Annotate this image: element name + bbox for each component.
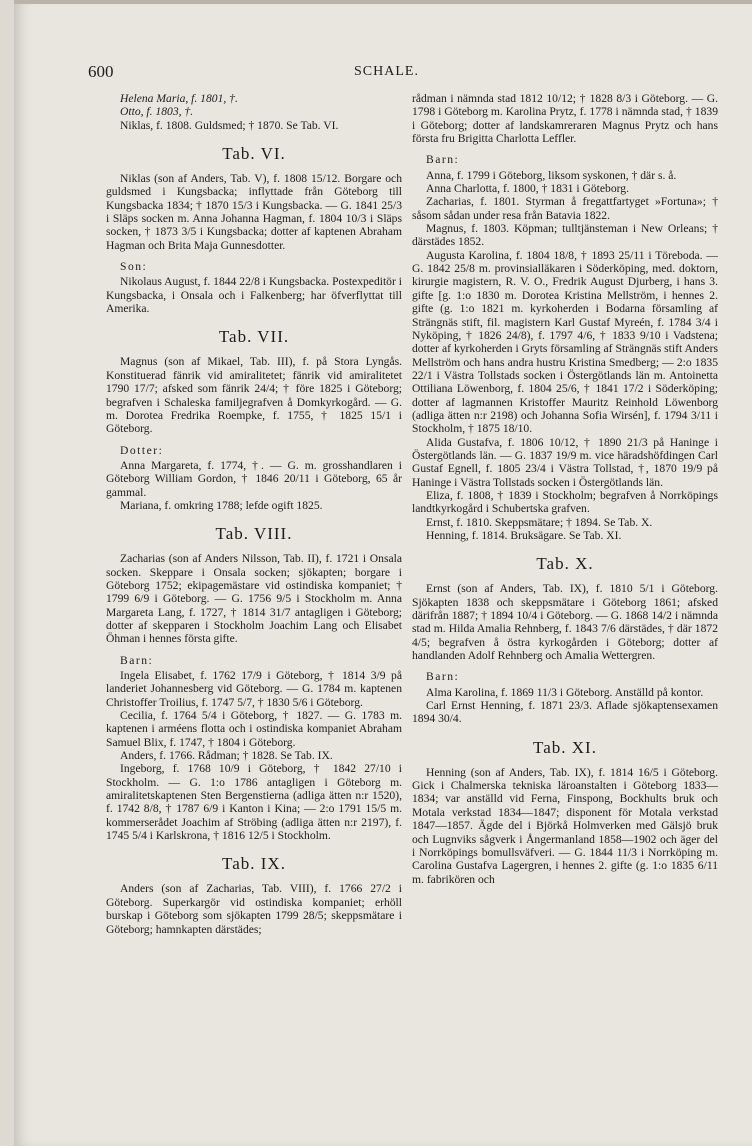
children-label: Barn: — [120, 653, 154, 667]
child-entry: Zacharias, f. 1801. Styrman å fregattfartyget »Fortuna»; † såsom sådan under resa från Batavia 1822. — [412, 195, 718, 222]
page — [14, 0, 752, 1146]
child-entry: Ingeborg, f. 1768 10/9 i Göteborg, † 1842 27/10 i Stockholm. — G. 1:o 1786 antagligen i Göteborg m. amiralitetskaptenen Sten Bergenstierna (adliga ätten n:r 1520), f. 1742 8/8, † 1787 6/9 i Kanton i Kina; — 2:o 1791 15/5 m. kommerserådet Joachim af Ströbing (adliga ätten n:r 2197), f. 1745 5/4 i Karlskrona, † 1816 12/5 i Stockholm. — [106, 762, 402, 843]
child-entry: Anna, f. 1799 i Göteborg, liksom syskonen, † där s. å. — [426, 168, 677, 182]
tab-heading: Tab. IX. — [222, 854, 286, 874]
right-column — [412, 92, 718, 886]
child-entry: Anna Charlotta, f. 1800, † 1831 i Göteborg. — [426, 182, 629, 196]
tab-heading: Tab. X. — [536, 554, 594, 574]
child-entry: Eliza, f. 1808, † 1839 i Stockholm; begrafven å Norrköpings landtkyrkogård i Schubertska grafven. — [412, 488, 718, 516]
child-entry: Augusta Karolina, f. 1804 18/8, † 1893 25/11 i Töreboda. — G. 1842 25/8 m. provinsialläkaren i Söderköping, med. doktorn, kirurgie magistern, R. V. O., Fredrik August Djurberg, i hans 3. gifte [g. 1:o 1830 m. Dorotea Kristina Mellström, i hennes 2. gifte (g. 1:o 1821 m. kyrkoherden i Bodarna församling af Strängnäs stift, fil. magistern Karl Gustaf Myreén, f. 1784 3/4 i Nyköping, † 1826 24/8), f. 1797 4/6, † 1833 9/10 i Vadstena; dotter af kyrkoherden i Gryts församling af Strängnäs stift Anders Mellström och hans andra hustru Kristina Smedberg; — 2:o 1835 22/1 i Västra Tollstads socken i Östergötlands län m. Antoinetta Ottiliana Löwenborg, f. 1804 25/6, † 1841 17/2 i Söderköping; dotter af lagmannen Kristoffer Mauritz Reinhold Löwenborg (adliga ätten n:r 2198) och Johanna Sofia Wirsén], f. 1794 3/11 i Stockholm, † 1875 18/10. — [412, 248, 718, 436]
child-entry: Anna Margareta, f. 1774, †. — G. m. grosshandlaren i Göteborg William Gordon, † 1846 20/11 i Göteborg, 65 år gammal. — [106, 458, 402, 499]
intro-line: Helena Maria, f. 1801, †. — [120, 92, 238, 105]
entry-paragraph: Magnus (son af Mikael, Tab. III), f. på Stora Lyngås. Konstituerad fänrik vid amiralitetet; fänrik vid amiralitetet 1790 17/7; afsked som fänrik 24/4; † före 1825 i Göteborg; begrafven i Schaleska familjegrafven å Domkyrkogård. — G. m. Dorotea Fredrika Roempke, f. 1755, † 1825 15/1 i Göteborg. — [106, 355, 402, 436]
entry-paragraph: Henning (son af Anders, Tab. IX), f. 1814 16/5 i Göteborg. Gick i Chalmerska tekniska läroanstalten i Göteborg 1833—1834; var anställd vid Ferna, Finspong, Bockhults bruk och Motala verkstad 1834—1847; disponent för Motala verkstad 1847—1857. Ägde del i Björkå Holmverken med Gälsjö bruk och Lugnviks sågverk i Ångermanland 1858—1902 och äger del i Norrköpings bomullsväfveri. — G. 1844 11/3 i Norrköping m. Carolina Gustafva Lagergren, i hennes 2. gifte (g. 1:o 1835 6/11 m. fabrikören och — [412, 765, 718, 886]
children-label: Barn: — [426, 670, 460, 684]
child-entry: Magnus, f. 1803. Köpman; tulltjänsteman i New Orleans; † därstädes 1852. — [412, 222, 718, 249]
running-title: SCHALE. — [354, 64, 419, 79]
child-entry: Cecilia, f. 1764 5/4 i Göteborg, † 1827. — G. 1783 m. kaptenen i arméens flotta och i ostindiska kompaniet Abraham Samuel Blix, f. 1747, † 1804 i Göteborg. — [106, 709, 402, 749]
tab-heading: Tab. XI. — [533, 737, 597, 757]
child-entry: Carl Ernst Henning, f. 1871 23/3. Aflade sjökaptensexamen 1894 30/4. — [412, 699, 718, 726]
entry-paragraph: Zacharias (son af Anders Nilsson, Tab. II), f. 1721 i Onsala socken. Skeppare i Onsala socken; sjökapten; borgare i Göteborg 1752; ekipagemästare vid ostindiska kompaniet; † 1799 6/9 i Göteborg. — G. 1756 9/5 i Stockholm m. Anna Margareta Lang, f. 1727, † 1814 31/7 antagligen i Göteborg; dotter af skepparen i Stockholm Joachim Lang och Elisabet Öhman i hennes första gifte. — [106, 552, 402, 646]
tab-heading: Tab. VII. — [218, 327, 290, 347]
page-header — [14, 62, 752, 84]
child-entry: Henning, f. 1814. Bruksägare. Se Tab. XI. — [426, 529, 622, 542]
continuation-paragraph: rådman i nämnda stad 1812 10/12; † 1828 8/3 i Göteborg. — G. 1798 i Göteborg m. Karolina Prytz, f. 1778 i nämnda stad, † 1839 i Göteborg; dotter af landskamreraren Magnus Prytz och hans första fru Brigitta Charlotta Leffler. — [412, 92, 718, 146]
page-number: 600 — [88, 62, 114, 81]
child-entry: Anders, f. 1766. Rådman; † 1828. Se Tab. IX. — [120, 749, 333, 763]
tab-heading: Tab. VI. — [222, 144, 286, 164]
intro-line: Niklas, f. 1808. Guldsmed; † 1870. Se Tab. VI. — [120, 118, 339, 132]
children-label: Son: — [120, 260, 148, 274]
child-entry: Alida Gustafva, f. 1806 10/12, † 1890 21/3 på Haninge i Östergötlands län. — G. 1837 19/9 m. vice häradshöfdingen Carl Gustaf Egnell, f. 1805 23/4 i Västra Tollstad, †, 1870 19/9 på Haninge i Västra Tollstads socken i Östergötlands län. — [412, 435, 718, 489]
tab-heading: Tab. VIII. — [215, 524, 293, 544]
entry-paragraph: Anders (son af Zacharias, Tab. VIII), f. 1766 27/2 i Göteborg. Superkargör vid ostindiska kompaniet; erhöll burskap i Göteborg som sjökapten 1799 28/5; skeppsmätare i Göteborg; hamnkapten därstädes; — [106, 882, 402, 936]
child-entry: Ingela Elisabet, f. 1762 17/9 i Göteborg, † 1814 3/9 på landeriet Johannesberg vid Göteborg. — G. 1784 m. kaptenen Christoffer Troilius, f. 1747 5/7, † 1830 5/6 i Göteborg. — [106, 669, 402, 709]
top-edge — [14, 0, 752, 4]
child-entry: Nikolaus August, f. 1844 22/8 i Kungsbacka. Postexpeditör i Kungsbacka, i Onsala och i Falkenberg; har öfverflyttat till Amerika. — [106, 275, 402, 316]
left-column — [106, 92, 402, 936]
child-entry: Alma Karolina, f. 1869 11/3 i Göteborg. Anställd på kontor. — [426, 685, 704, 699]
intro-line: Otto, f. 1803, †. — [120, 105, 194, 119]
children-label: Dotter: — [120, 443, 164, 457]
child-entry: Ernst, f. 1810. Skeppsmätare; † 1894. Se Tab. X. — [426, 515, 653, 529]
entry-paragraph: Niklas (son af Anders, Tab. V), f. 1808 15/12. Borgare och guldsmed i Kungsbacka; inflyttade från Göteborg till Kungsbacka 1834; † 1870 15/3 i Kungsbacka. — G. 1841 25/3 i Släps socken m. Anna Johanna Hagman, f. 1804 10/3 i Släps socken, † 1873 3/5 i Kungsbacka; dotter af kaptenen Abraham Hagman och Brita Maja Gunnesdotter. — [106, 172, 402, 252]
entry-paragraph: Ernst (son af Anders, Tab. IX), f. 1810 5/1 i Göteborg. Sjökapten 1838 och skeppsmätare i Göteborg 1861; afsked därifrån 1887; † 1894 10/4 i Göteborg. — G. 1868 14/2 i nämnda stad m. Hilda Amalia Rehnberg, f. 1843 7/6 därstädes, † där 1872 4/5; begrafven å östra kyrkogården i Göteborg; dotter af handlanden Adolf Rehnberg och Amalia Wettergren. — [412, 582, 718, 663]
child-entry: Mariana, f. omkring 1788; lefde ogift 1825. — [120, 498, 323, 512]
children-label: Barn: — [426, 153, 460, 167]
